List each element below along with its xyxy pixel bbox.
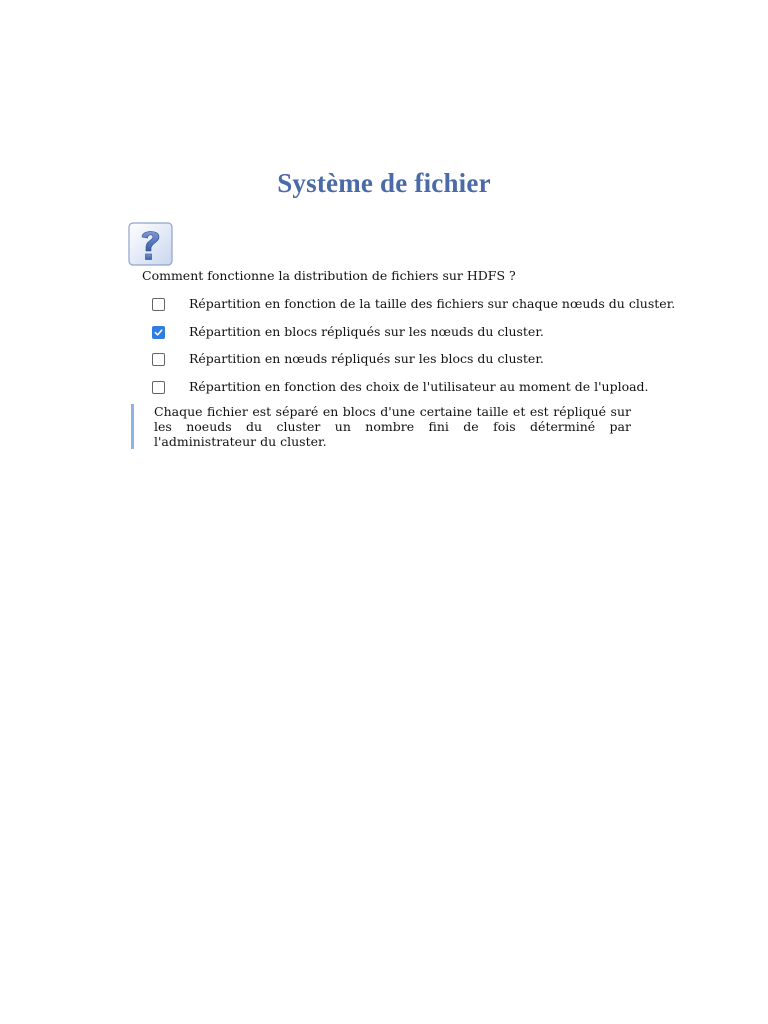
answer-option-3[interactable]: [150, 349, 650, 369]
checkbox-unchecked[interactable]: [152, 353, 165, 366]
check-icon: [154, 328, 163, 337]
answer-option-2[interactable]: [150, 322, 650, 342]
option-label: Répartition en blocs répliqués sur les nœuds du cluster.: [189, 324, 544, 339]
answer-option-4[interactable]: [150, 377, 650, 397]
option-label: Répartition en fonction de la taille des fichiers sur chaque nœuds du cluster.: [189, 296, 676, 311]
answer-feedback: Chaque fichier est séparé en blocs d'une certaine taille et est répliqué sur les noeuds du cluster un nombre fini de fois déterminé par l'administrateur du cluster.: [131, 404, 631, 449]
question-mark-icon: [128, 222, 173, 266]
question-text: Comment fonctionne la distribution de fichiers sur HDFS ?: [142, 268, 516, 283]
checkbox-unchecked[interactable]: [152, 381, 165, 394]
option-label: Répartition en fonction des choix de l'utilisateur au moment de l'upload.: [189, 379, 649, 394]
answer-option-1[interactable]: [150, 294, 676, 314]
page-title: Système de fichier: [277, 168, 491, 198]
checkbox-unchecked[interactable]: [152, 298, 165, 311]
checkbox-checked[interactable]: [152, 326, 165, 339]
option-label: Répartition en nœuds répliqués sur les blocs du cluster.: [189, 351, 544, 366]
